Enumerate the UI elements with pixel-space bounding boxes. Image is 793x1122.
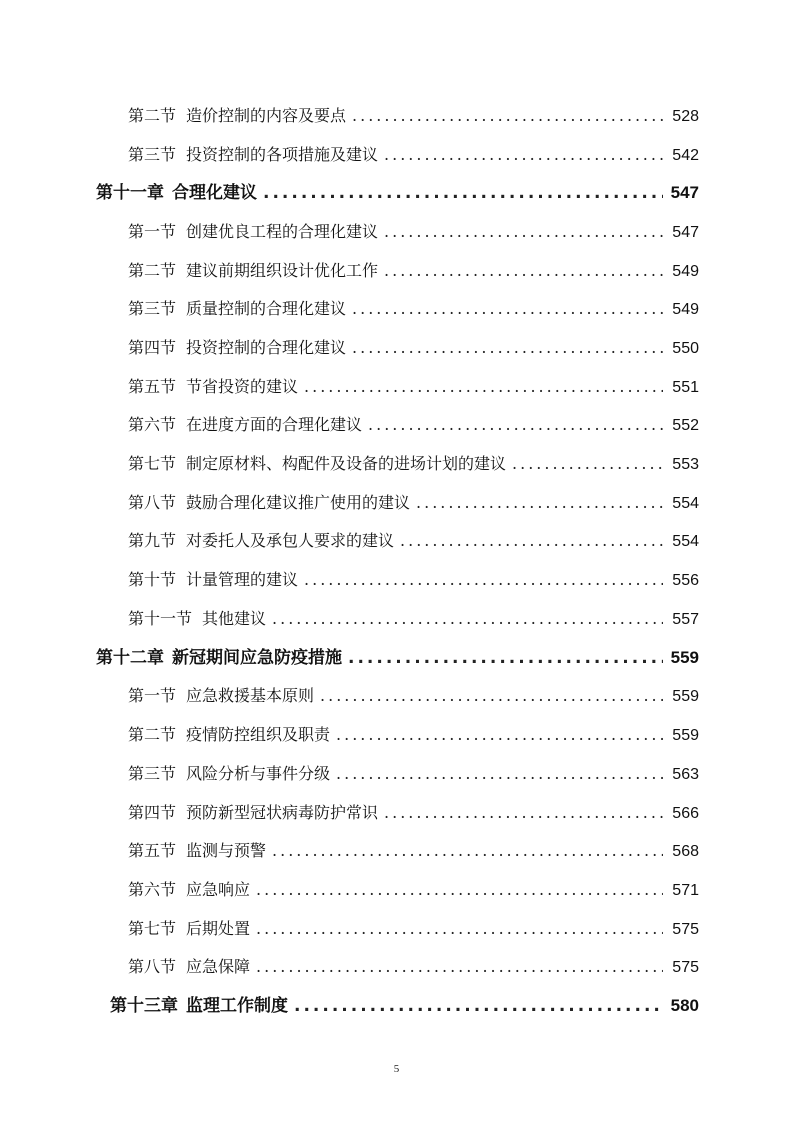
toc-entry-number: 第一节 (128, 222, 177, 241)
toc-entry-number: 第三节 (128, 145, 177, 164)
dot-leader (368, 410, 663, 440)
toc-entry-page: 552 (672, 417, 699, 434)
dot-leader (352, 333, 663, 363)
dot-leader (336, 720, 663, 750)
toc-entry (128, 952, 699, 982)
dot-leader (272, 604, 663, 634)
toc-entry-title: 对委托人及承包人要求的建议 (186, 531, 395, 550)
toc-entry-number: 第三节 (128, 299, 177, 318)
toc-entry-number: 第九节 (128, 531, 177, 550)
dot-leader (400, 526, 663, 556)
toc-entry-title: 制定原材料、构配件及设备的进场计划的建议 (186, 454, 507, 473)
toc-chapter-number: 第十二章 (96, 648, 164, 668)
toc-entry (128, 294, 699, 324)
toc-entry-page: 554 (672, 495, 699, 512)
toc-chapter-title: 监理工作制度 (186, 996, 288, 1016)
toc-entry-title: 风险分析与事件分级 (186, 764, 331, 783)
toc-entry-number: 第二节 (128, 261, 177, 280)
toc-entry-page: 559 (672, 727, 699, 744)
toc-entry (128, 140, 699, 170)
dot-leader (384, 798, 663, 828)
toc-entry-title: 计量管理的建议 (186, 570, 299, 589)
toc-entry-title: 在进度方面的合理化建议 (186, 415, 363, 434)
toc-entry-number: 第六节 (128, 415, 177, 434)
toc-entry-title: 后期处置 (186, 919, 251, 938)
toc-entry-page: 528 (672, 108, 699, 125)
toc-entry-page: 554 (672, 533, 699, 550)
toc-entry-title: 节省投资的建议 (186, 377, 299, 396)
dot-leader (320, 681, 663, 711)
toc-entry (128, 681, 699, 711)
toc-entry-page: 557 (672, 611, 699, 628)
toc-entry (128, 488, 699, 518)
toc-entry (128, 565, 699, 595)
toc-entry-title: 投资控制的各项措施及建议 (186, 145, 379, 164)
dot-leader (256, 952, 663, 982)
toc-entry (128, 410, 699, 440)
toc-chapter-page: 580 (670, 996, 699, 1015)
dot-leader (384, 140, 663, 170)
toc-entry (128, 604, 699, 634)
toc-entry (128, 720, 699, 750)
toc-chapter-title: 新冠期间应急防疫措施 (172, 648, 342, 668)
toc-entry (128, 333, 699, 363)
toc-entry-page: 563 (672, 766, 699, 783)
toc-entry-page: 559 (672, 688, 699, 705)
dot-leader (384, 217, 663, 247)
dot-leader (304, 565, 663, 595)
toc-entry-number: 第四节 (128, 803, 177, 822)
toc-entry-title: 应急保障 (186, 957, 251, 976)
toc-chapter-title: 合理化建议 (172, 183, 257, 203)
toc-entry-number: 第八节 (128, 493, 177, 512)
toc-entry (128, 836, 699, 866)
toc-chapter (110, 991, 699, 1021)
toc-entry-page: 575 (672, 959, 699, 976)
toc-entry-page: 556 (672, 572, 699, 589)
toc-chapter-number: 第十一章 (96, 183, 164, 203)
toc-entry-page: 551 (672, 379, 699, 396)
toc-entry (128, 449, 699, 479)
toc-entry-title: 鼓励合理化建议推广使用的建议 (186, 493, 411, 512)
toc-entry (128, 759, 699, 789)
toc-entry-title: 疫情防控组织及职责 (186, 725, 331, 744)
toc-entry-title: 监测与预警 (186, 841, 267, 860)
toc-entry-title: 建议前期组织设计优化工作 (186, 261, 379, 280)
toc-entry-number: 第五节 (128, 377, 177, 396)
toc-entry-title: 应急救援基本原则 (186, 686, 315, 705)
dot-leader (263, 178, 663, 208)
toc-chapter-page: 547 (670, 183, 699, 202)
toc-entry-page: 571 (672, 882, 699, 899)
page-number: 5 (393, 1063, 400, 1075)
toc-entry-title: 投资控制的合理化建议 (186, 338, 347, 357)
toc-entry-number: 第十一节 (128, 609, 193, 628)
toc-entry-number: 第八节 (128, 957, 177, 976)
toc-entry-title: 应急响应 (186, 880, 251, 899)
toc-entry (128, 914, 699, 944)
toc-entry (128, 875, 699, 905)
toc-entry (128, 372, 699, 402)
toc-entry-number: 第一节 (128, 686, 177, 705)
toc-entry-page: 553 (672, 456, 699, 473)
toc-entry-page: 547 (672, 224, 699, 241)
dot-leader (256, 914, 663, 944)
toc-entry-page: 566 (672, 805, 699, 822)
dot-leader (294, 991, 663, 1021)
toc-entry-number: 第五节 (128, 841, 177, 860)
toc-entry-page: 568 (672, 843, 699, 860)
toc-chapter (96, 178, 699, 208)
toc-chapter-number: 第十三章 (110, 996, 178, 1016)
toc-entry-number: 第十节 (128, 570, 177, 589)
toc-entry-number: 第七节 (128, 454, 177, 473)
toc-chapter-page: 559 (670, 648, 699, 667)
toc-entry-page: 549 (672, 263, 699, 280)
toc-entry (128, 217, 699, 247)
toc-entry-number: 第二节 (128, 106, 177, 125)
toc-entry-number: 第七节 (128, 919, 177, 938)
toc-entry-title: 造价控制的内容及要点 (186, 106, 347, 125)
toc-entry-title: 创建优良工程的合理化建议 (186, 222, 379, 241)
dot-leader (416, 488, 663, 518)
toc-entry-number: 第四节 (128, 338, 177, 357)
toc-entry-page: 542 (672, 147, 699, 164)
toc-entry-page: 550 (672, 340, 699, 357)
dot-leader (352, 294, 663, 324)
toc-entry-title: 其他建议 (202, 609, 267, 628)
dot-leader (272, 836, 663, 866)
toc-entry-title: 预防新型冠状病毒防护常识 (186, 803, 379, 822)
toc-entry-page: 549 (672, 301, 699, 318)
dot-leader (512, 449, 663, 479)
dot-leader (336, 759, 663, 789)
toc-entry-title: 质量控制的合理化建议 (186, 299, 347, 318)
toc-entry-number: 第三节 (128, 764, 177, 783)
toc-entry (128, 526, 699, 556)
toc-entry-number: 第二节 (128, 725, 177, 744)
toc-entry (128, 798, 699, 828)
dot-leader (256, 875, 663, 905)
toc-entry-number: 第六节 (128, 880, 177, 899)
dot-leader (352, 101, 663, 131)
toc-entry (128, 256, 699, 286)
toc-chapter (96, 643, 699, 673)
dot-leader (384, 256, 663, 286)
dot-leader (304, 372, 663, 402)
dot-leader (348, 643, 663, 673)
toc-entry (128, 101, 699, 131)
toc-entry-page: 575 (672, 921, 699, 938)
